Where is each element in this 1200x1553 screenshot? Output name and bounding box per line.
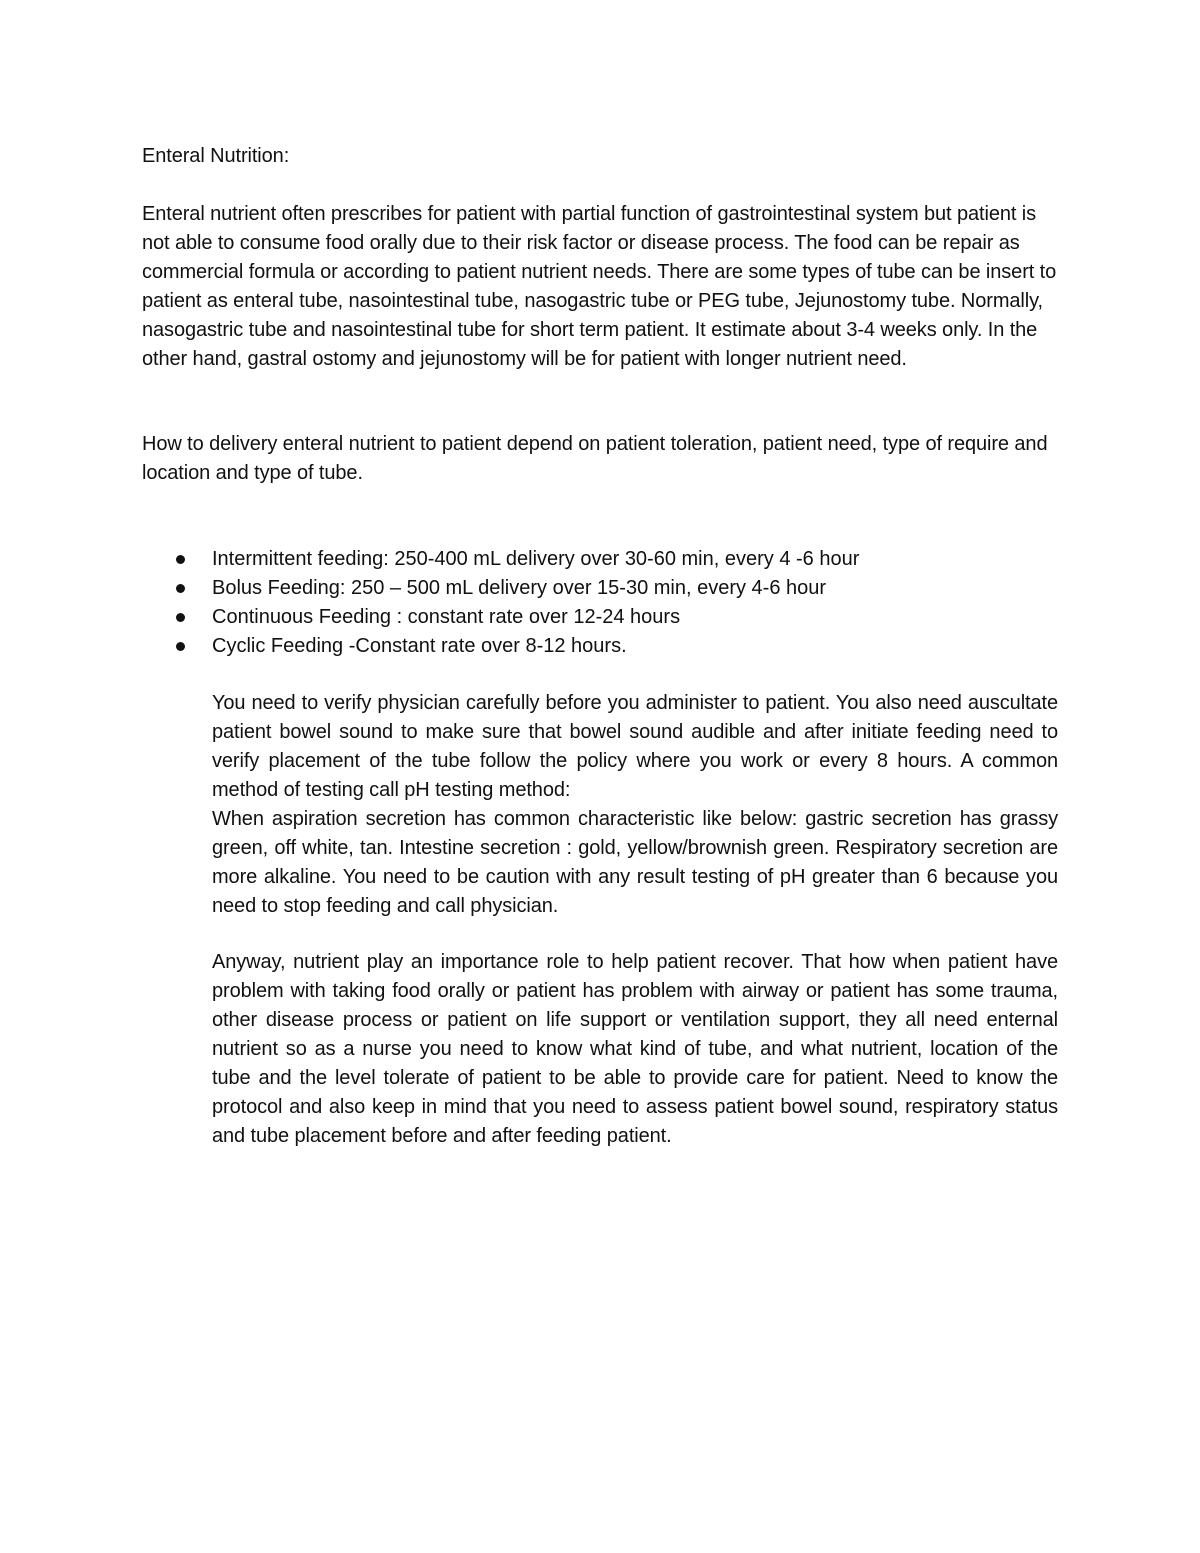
list-item: [142, 574, 1062, 603]
list-item-text: Bolus Feeding: 250 – 500 mL delivery over 15-30 min, every 4-6 hour: [212, 577, 827, 599]
list-item: [142, 632, 1062, 661]
list-item-text: Continuous Feeding : constant rate over 12-24 hours: [212, 606, 681, 628]
bullet-icon: [176, 613, 185, 622]
paragraph-conclusion: Anyway, nutrient play an importance role to help patient recover. That how when patient have problem with taking food orally or patient has problem with airway or patient has some trauma, other disease process or patient on life support or ventilation support, they all need enternal nutrient so as a nurse you need to know what kind of tube, and what nutrient, location of the tube and the level tolerate of patient to be able to provide care for patient. Need to know the protocol and also keep in mind that you need to assess patient bowel sound, respiratory status and tube placement before and after feeding patient.: [212, 951, 1058, 1147]
list-item-text: Cyclic Feeding -Constant rate over 8-12 hours.: [212, 635, 627, 657]
paragraph-delivery: How to delivery enteral nutrient to patient depend on patient toleration, patient need, type of require and location and type of tube.: [142, 433, 1048, 484]
bullet-icon: [176, 584, 185, 593]
bullet-icon: [176, 555, 185, 564]
bullet-icon: [176, 642, 185, 651]
list-item: [142, 545, 1062, 574]
document-title: Enteral Nutrition:: [142, 145, 290, 167]
list-item-text: Intermittent feeding: 250-400 mL delivery over 30-60 min, every 4 -6 hour: [212, 548, 860, 570]
paragraph-verification: You need to verify physician carefully before you administer to patient. You also need auscultate patient bowel sound to make sure that bowel sound audible and after initiate feeding need to verify placement of the tube follow the policy where you work or every 8 hours. A common method of testing call pH testing method:: [212, 692, 1058, 801]
list-item: [142, 603, 1062, 632]
feeding-methods-list: [142, 545, 1062, 661]
paragraph-secretion: When aspiration secretion has common characteristic like below: gastric secretion has grassy green, off white, tan. Intestine secretion : gold, yellow/brownish green. Respiratory secretion are more alkaline. You need to be caution with any result testing of pH greater than 6 because you need to stop feeding and call physician.: [212, 808, 1058, 917]
paragraph-intro: Enteral nutrient often prescribes for patient with partial function of gastrointestinal system but patient is not able to consume food orally due to their risk factor or disease process. The food can be repair as commercial formula or according to patient nutrient needs. There are some types of tube can be insert to patient as enteral tube, nasointestinal tube, nasogastric tube or PEG tube, Jejunostomy tube. Normally, nasogastric tube and nasointestinal tube for short term patient. It estimate about 3-4 weeks only. In the other hand, gastral ostomy and jejunostomy will be for patient with longer nutrient need.: [142, 203, 1057, 370]
